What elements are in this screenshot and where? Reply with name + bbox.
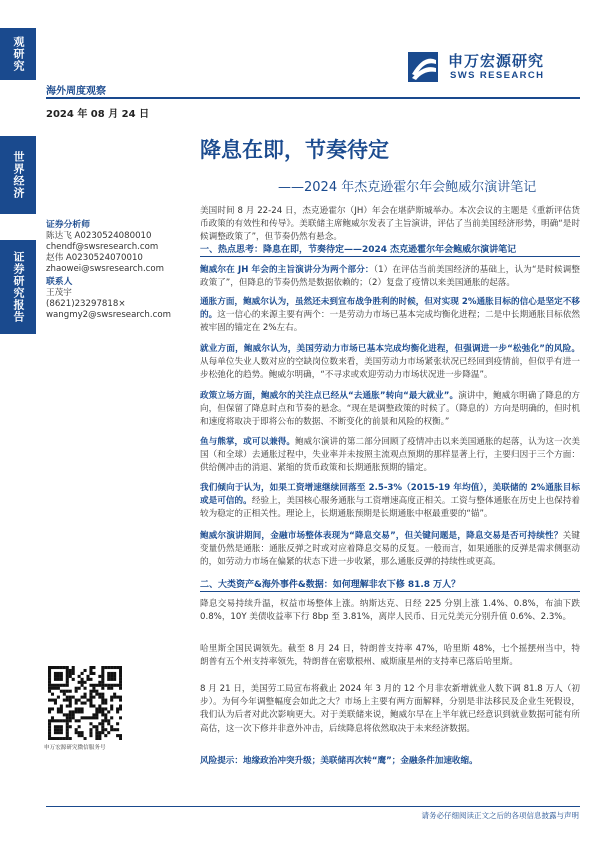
paragraph: 我们倾向于认为，如果工资增速继续回落至 2.5-3%（2015-19 年均值），美联储的 2%通胀目标或是可信的。经验上，美国核心服务通胀与工资增速高度正相关。工资与整体通胀在历史上也保持着较为稳定的正相关性。理论上，长期通胀预期是长期通胀中枢最重要的“锚”。 bbox=[200, 483, 580, 520]
logo bbox=[406, 48, 584, 88]
analyst-line: chendf@swsresearch.com bbox=[46, 242, 159, 252]
sidebar-tag-world-economy: 世界经济 bbox=[0, 136, 36, 214]
paragraph: 鲍威尔在 JH 年会的主旨演讲分为两个部分：（1）在评估当前美国经济的基础上，认为“是时候调整政策了”，但降息的节奏仍然是数据依赖的；（2）复盘了疫情以来美国通胀的起落。 bbox=[200, 265, 581, 289]
paragraph: 鲍威尔演讲期间，金融市场整体表现为“降息交易”，但关键问题是，降息交易是否可持续性？关键变量仍然是通胀：通胀反弹之时或对应着降息交易的反复。一般而言，如果通胀的反弹是需求侧驱动的，如劳动力市场在偏紧的状态下进一步收紧，那么通胀反弹的持续性或更高。 bbox=[200, 531, 580, 568]
report-series: 海外周度观察 bbox=[46, 86, 106, 97]
contact-heading: 联系人 bbox=[46, 277, 73, 287]
logo-cn: 申万宏源研究 bbox=[448, 52, 545, 70]
section-1-heading: 一、热点思考：降息在即，节奏待定——2024 杰克逊霍尔年会鲍威尔演讲笔记 bbox=[200, 245, 517, 255]
analyst-line: zhaowei@swsresearch.com bbox=[46, 264, 165, 274]
logo-en: SWS RESEARCH bbox=[450, 70, 545, 81]
paragraph: 降息交易持续升温，权益市场整体上涨。纳斯达克、日经 225 分别上涨 1.4%、0.8%，布油下跌 0.8%，10Y 美债收益率下行 8bp 至 3.81%，离岸人民币、日元兑美元分别升值 0.6%、2.3%。 bbox=[200, 599, 580, 623]
report-date: 2024 年 08 月 24 日 bbox=[46, 109, 150, 120]
header-divider bbox=[46, 97, 580, 99]
analyst-line: 赵伟 A0230524070010 bbox=[46, 253, 143, 263]
contact-line: (8621)23297818× bbox=[46, 299, 126, 309]
contact-line: wangmy2@swsresearch.com bbox=[46, 310, 171, 320]
intro-paragraph: 美国时间 8 月 22-24 日，杰克逊霍尔（JH）年会在堪萨斯城举办。本次会议的主题是《重新评估货币政策的有效性和传导》。美联储主席鲍威尔发表了主旨演讲，评估了当前美国经济形势，明确“是时候调整政策了”，但节奏仍然有悬念。 bbox=[200, 206, 580, 243]
footer-divider bbox=[46, 806, 580, 807]
risk-warning: 风险提示：地缘政治冲突升级；美联储再次转“鹰”；金融条件加速收缩。 bbox=[200, 756, 478, 766]
qr-code bbox=[48, 666, 122, 740]
page-subtitle: ——2024 年杰克逊霍尔年会鲍威尔演讲笔记 bbox=[278, 180, 537, 195]
paragraph: 就业方面，鲍威尔认为，美国劳动力市场已基本完成均衡化进程，但强调进一步“松弛化”的风险。从每单位失业人数对应的空缺岗位数来看，美国劳动力市场紧张状况已经回到疫情前，但似乎有进一步松弛化的趋势。鲍威尔明确，“不寻求或欢迎劳动力市场状况进一步降温”。 bbox=[200, 344, 580, 381]
page-title: 降息在即，节奏待定 bbox=[200, 138, 389, 162]
analyst-line: 陈达飞 A0230524080010 bbox=[46, 231, 152, 241]
qr-caption: 申万宏源研究微信服务号 bbox=[44, 745, 106, 751]
section-1-rule bbox=[200, 256, 580, 257]
paragraph: 鱼与熊掌，或可以兼得。鲍威尔演讲的第二部分回顾了疫情冲击以来美国通胀的起落，认为这一次美国（和全球）去通胀过程中，失业率并未按照主流观点预期的那样显著上行，主要归因于三个方面：供给侧冲击的消退、紧缩的货币政策和长期通胀预期的锚定。 bbox=[200, 437, 580, 474]
contact-line: 王茂宇 bbox=[46, 288, 72, 298]
sidebar-tag-top: 观研究 bbox=[0, 28, 36, 80]
section-2-heading: 二、大类资产&海外事件&数据：如何理解非农下修 81.8 万人？ bbox=[200, 580, 461, 590]
footer-disclaimer: 请务必仔细阅读正文之后的各项信息披露与声明 bbox=[421, 811, 579, 820]
section-2-rule bbox=[200, 591, 580, 592]
paragraph: 哈里斯全国民调领先。截至 8 月 24 日，特朗普支持率 47%，哈里斯 48%，七个摇摆州当中，特朗普有五个州支持率领先，特朗普在密歇根州、威斯康星州的支持率已落后哈里斯。 bbox=[200, 644, 580, 668]
paragraph: 政策立场方面，鲍威尔的关注点已经从“去通胀”转向“最大就业”。演讲中，鲍威尔明确了降息的方向，但保留了降息时点和节奏的悬念。“现在是调整政策的时候了。（降息的）方向是明确的，但时机和速度将取决于即将公布的数据、不断变化的前景和风险的权衡。” bbox=[200, 391, 580, 428]
analyst-heading: 证券分析师 bbox=[46, 220, 90, 230]
paragraph: 通胀方面，鲍威尔认为，虽然还未到宣布战争胜利的时候，但对实现 2%通胀目标的信心是坚定不移的。这一信心的来源主要有两个：一是劳动力市场已基本完成均衡化进程；二是中长期通胀目标依然被牢固的锚定在 2%左右。 bbox=[200, 297, 580, 334]
analyst-block bbox=[46, 220, 171, 321]
logo-icon bbox=[406, 50, 442, 84]
paragraph: 8 月 21 日，美国劳工局宣布将截止 2024 年 3 月的 12 个月非农新增就业人数下调 81.8 万人（初步）。为何今年调整幅度会如此之大？市场上主要有两方面解释，分别是非法移民及企业生死假设，我们认为后者对此次影响更大。对于美联储来说，鲍威尔早在上半年就已经意识到就业数据可能有所高估，这一次下修并非意外冲击，后续降息将依然取决于未来经济数据。 bbox=[200, 684, 580, 734]
sidebar-tag-securities-report: 证券研究报告 bbox=[0, 240, 36, 334]
